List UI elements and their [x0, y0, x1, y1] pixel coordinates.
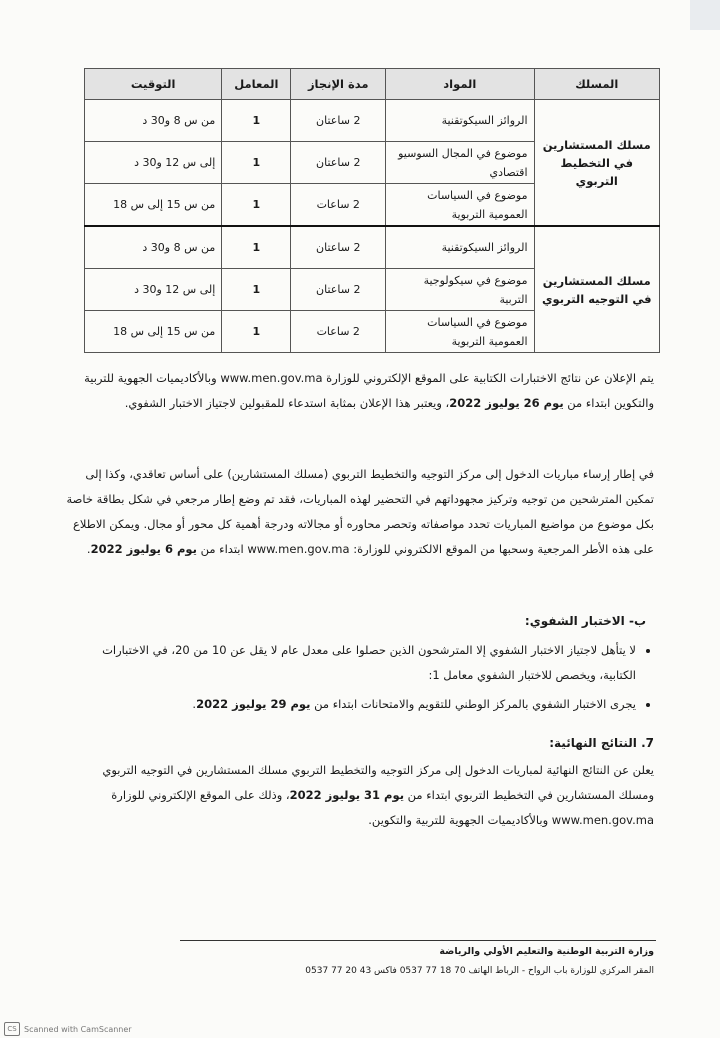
date-highlight: يوم 26 يوليوز 2022 — [449, 396, 564, 410]
coefficient-cell: 1 — [222, 269, 291, 311]
ministry-address: المقر المركزي للوزارة باب الرواح - الرباط الهاتف 70 18 77 0537 فاكس 43 20 77 0537 — [305, 966, 654, 976]
duration-cell: 2 ساعتان — [291, 142, 386, 184]
final-results-paragraph — [64, 758, 654, 833]
paragraph-text: ، ويعتبر هذا الإعلان بمثابة استدعاء للمقبولين لاجتياز الاختبار الشفوي. — [124, 396, 450, 410]
camscanner-icon: CS — [4, 1022, 20, 1036]
oral-exam-list — [64, 638, 654, 721]
subject-cell: موضوع في السياسات العمومية التربوية — [386, 184, 534, 227]
bullet-text: . — [192, 697, 197, 711]
paragraph-text: يعلن عن النتائج النهائية لمباريات الدخول إلى مركز التوجيه والتخطيط التربوي مسلك المستشارين في التوجيه التربوي ومسلك المستشارين في التخطيط التربوي ابتداء من — [102, 763, 654, 802]
header-track: المسلك — [534, 69, 659, 100]
table-header-row — [85, 69, 660, 100]
duration-cell: 2 ساعتان — [291, 269, 386, 311]
ministry-name: وزارة التربية الوطنية والتعليم الأولي والرياضة — [439, 946, 654, 957]
page-corner — [690, 0, 720, 30]
duration-cell: 2 ساعتان — [291, 226, 386, 269]
paragraph-text: يتم الإعلان عن نتائج الاختبارات الكتابية على الموقع الإلكتروني للوزارة www.men.gov.ma وبالأكاديميات الجهوية للتربية والتكوين ابتداء من — [84, 371, 654, 410]
subject-cell: الروائز السيكوتقنية — [386, 226, 534, 269]
footer-divider — [180, 940, 656, 941]
subject-cell: الروائز السيكوتقنية — [386, 100, 534, 142]
paragraph-text: ، وذلك على الموقع الإلكتروني للوزارة www.men.gov.ma وبالأكاديميات الجهوية للتربية والتكوين. — [111, 788, 654, 827]
reference-framework-paragraph — [64, 462, 654, 562]
time-cell: إلى س 12 و30 د — [85, 142, 222, 184]
header-subject: المواد — [386, 69, 534, 100]
oral-exam-heading: ب- الاختبار الشفوي: — [524, 614, 646, 628]
list-item — [64, 638, 636, 688]
header-time: التوقيت — [85, 69, 222, 100]
bullet-text: يجرى الاختبار الشفوي بالمركز الوطني للتقويم والامتحانات ابتداء من — [310, 697, 636, 711]
date-highlight: يوم 6 يوليوز 2022 — [90, 542, 197, 556]
exam-schedule-table — [84, 68, 660, 353]
coefficient-cell: 1 — [222, 226, 291, 269]
time-cell: من س 8 و30 د — [85, 226, 222, 269]
subject-cell: موضوع في السياسات العمومية التربوية — [386, 311, 534, 353]
time-cell: من س 8 و30 د — [85, 100, 222, 142]
paragraph-text: في إطار إرساء مباريات الدخول إلى مركز التوجيه والتخطيط التربوي (مسلك المستشارين) على أساس تعاقدي، وكذا إلى تمكين المترشحين من توجيه وتركيز مجهوداتهم في التحضير لهذه المباريات، فقد تم وضع إطار مرجعي في شكل بطاقة خاصة بكل موضوع من مواضيع المباريات تحدد مواصفاته وتحصر محاوره أو مجالاته ودرجة أهمية كل محور أو مجال. ويمكن الاطلاع على هذه الأطر المرجعية وسحبها من الموقع الالكتروني للوزارة: www.men.gov.ma ابتداء من — [66, 467, 654, 556]
coefficient-cell: 1 — [222, 142, 291, 184]
header-coefficient: المعامل — [222, 69, 291, 100]
time-cell: من س 15 إلى س 18 — [85, 311, 222, 353]
track-planning: مسلك المستشارين في التخطيط التربوي — [534, 100, 659, 227]
bullet-text: لا يتأهل لاجتياز الاختبار الشفوي إلا المترشحون الذين حصلوا على معدل عام لا يقل عن 10 من 20، في الاختبارات الكتابية، ويخصص للاختبار الشفوي معامل 1: — [102, 643, 636, 682]
scanner-watermark — [4, 1022, 132, 1036]
list-item — [64, 692, 636, 717]
duration-cell: 2 ساعات — [291, 184, 386, 227]
coefficient-cell: 1 — [222, 311, 291, 353]
duration-cell: 2 ساعتان — [291, 100, 386, 142]
scanner-label: Scanned with CamScanner — [24, 1024, 132, 1034]
date-highlight: يوم 29 يوليوز 2022 — [196, 697, 311, 711]
written-results-paragraph — [64, 366, 654, 416]
coefficient-cell: 1 — [222, 100, 291, 142]
duration-cell: 2 ساعات — [291, 311, 386, 353]
date-highlight: يوم 31 يوليوز 2022 — [289, 788, 405, 802]
time-cell: من س 15 إلى س 18 — [85, 184, 222, 227]
subject-cell: موضوع في المجال السوسيو اقتصادي — [386, 142, 534, 184]
final-results-heading: 7. النتائج النهائية: — [549, 736, 654, 750]
subject-cell: موضوع في سيكولوجية التربية — [386, 269, 534, 311]
time-cell: إلى س 12 و30 د — [85, 269, 222, 311]
table-row — [85, 226, 660, 269]
coefficient-cell: 1 — [222, 184, 291, 227]
header-duration: مدة الإنجاز — [291, 69, 386, 100]
paragraph-text: . — [86, 542, 91, 556]
table-row — [85, 100, 660, 142]
track-guidance: مسلك المستشارين في التوجيه التربوي — [534, 226, 659, 353]
